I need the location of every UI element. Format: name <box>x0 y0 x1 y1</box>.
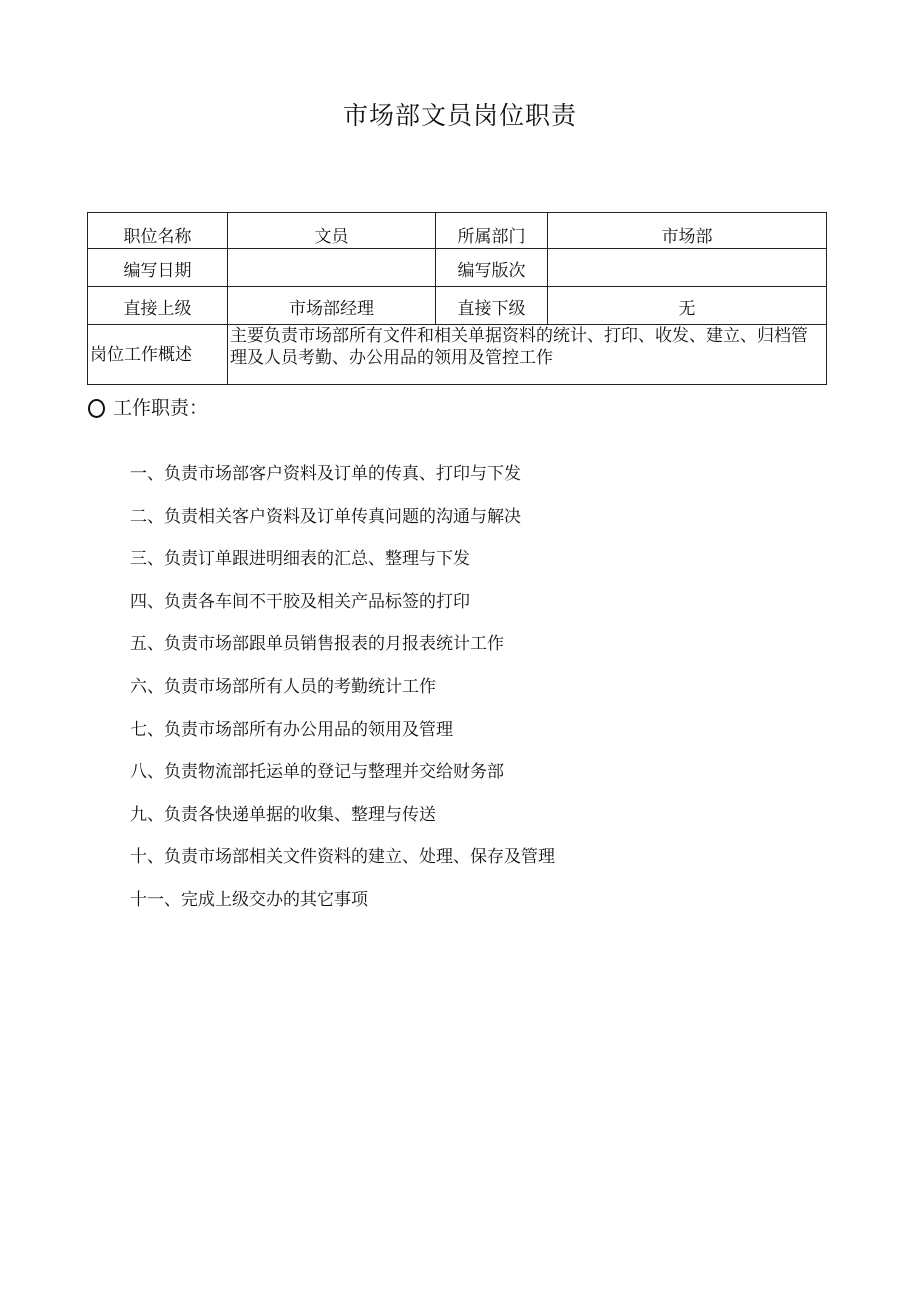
version-value <box>548 249 827 287</box>
circle-bullet-icon <box>88 399 105 418</box>
job-title-label: 职位名称 <box>88 213 228 249</box>
direct-subordinate-label: 直接下级 <box>436 287 548 325</box>
job-summary-label: 岗位工作概述 <box>88 325 228 385</box>
list-item: 四、负责各车间不干胶及相关产品标签的打印 <box>130 591 470 612</box>
written-date-value <box>228 249 436 287</box>
table-row <box>88 249 827 287</box>
department-label: 所属部门 <box>436 213 548 249</box>
table-row <box>88 213 827 249</box>
written-date-label: 编写日期 <box>88 249 228 287</box>
job-title-value: 文员 <box>228 213 436 249</box>
direct-superior-label: 直接上级 <box>88 287 228 325</box>
list-item: 十、负责市场部相关文件资料的建立、处理、保存及管理 <box>130 847 555 868</box>
list-item: 六、负责市场部所有人员的考勤统计工作 <box>130 676 436 697</box>
table-row <box>88 287 827 325</box>
list-item: 二、负责相关客户资料及订单传真问题的沟通与解决 <box>130 506 521 527</box>
direct-subordinate-value: 无 <box>548 287 827 325</box>
list-item: 一、负责市场部客户资料及订单的传真、打印与下发 <box>130 464 521 484</box>
table-row <box>88 325 827 385</box>
department-value: 市场部 <box>548 213 827 249</box>
direct-superior-value: 市场部经理 <box>228 287 436 325</box>
version-label: 编写版次 <box>436 249 548 287</box>
duties-heading-text: 工作职责： <box>113 397 209 419</box>
duty-list <box>130 460 555 929</box>
list-item: 五、负责市场部跟单员销售报表的月报表统计工作 <box>130 634 504 655</box>
list-item: 三、负责订单跟进明细表的汇总、整理与下发 <box>130 549 470 570</box>
page-title: 市场部文员岗位职责 <box>342 101 577 130</box>
job-info-table <box>87 212 827 385</box>
list-item: 七、负责市场部所有办公用品的领用及管理 <box>130 719 453 740</box>
job-summary-text: 主要负责市场部所有文件和相关单据资料的统计、打印、收发、建立、归档管理及人员考勤、办公用品的领用及管控工作 <box>228 325 827 385</box>
duties-heading <box>88 394 208 422</box>
list-item: 八、负责物流部托运单的登记与整理并交给财务部 <box>130 762 504 783</box>
list-item: 九、负责各快递单据的收集、整理与传送 <box>130 804 436 825</box>
list-item: 十一、完成上级交办的其它事项 <box>130 889 368 910</box>
